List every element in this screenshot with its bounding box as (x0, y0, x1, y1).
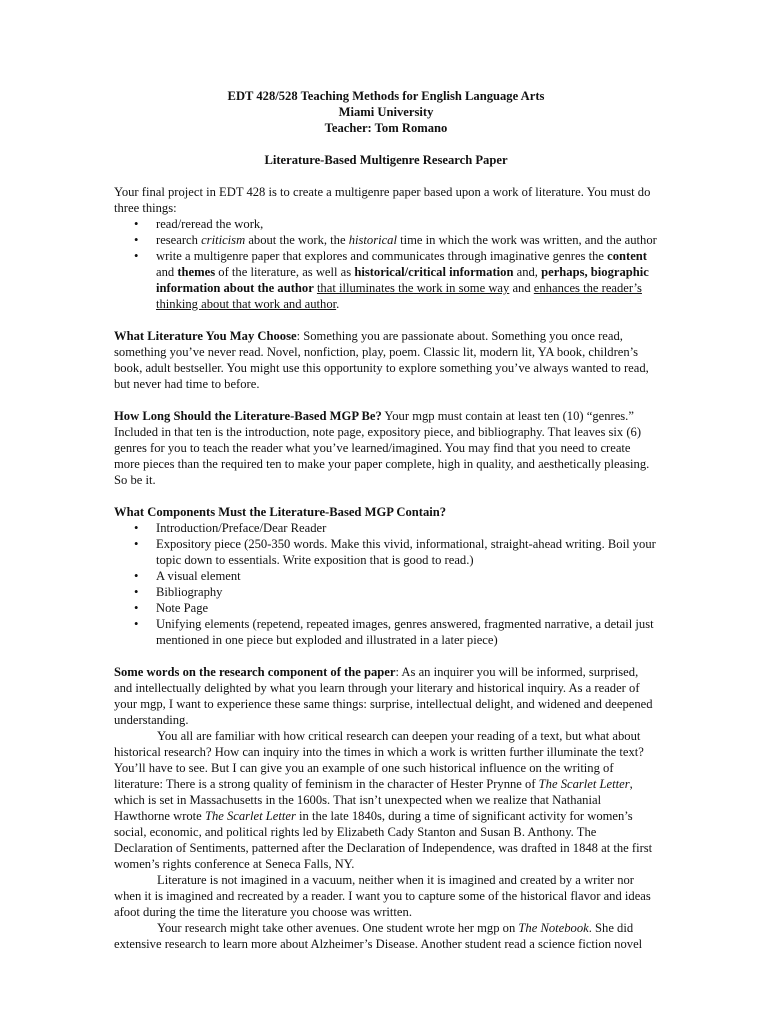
section-heading: Some words on the research component of the paper (114, 665, 396, 679)
document-body (114, 88, 658, 952)
list-item: • Unifying elements (repetend, repeated images, genres answered, fragmented narrative, a detail just mentioned in one piece but exploded and illustrated in a later piece) (114, 616, 658, 648)
list-item: • A visual element (114, 568, 658, 584)
history-paragraph: You all are familiar with how critical research can deepen your reading of a text, but what about historical research? How can inquiry into the times in which a work is written further illuminate the text? You’ll have to see. But I can give you an example of one such historical influence on the writing of literature: There is a strong quality of feminism in the character of Hester Prynne of The Scarlet Letter, which is set in Massachusetts in the 1600s. That isn’t unexpected when we realize that Nathanial Hawthorne wrote The Scarlet Letter in the late 1840s, during a time of significant activity for women’s social, economic, and political rights led by Elizabeth Cady Stanton and Susan B. Anthony. The Declaration of Sentiments, patterned after the Declaration of Independence, was drafted in 1848 at the first women’s rights conference at Seneca Falls, NY. (114, 729, 653, 871)
avenues-paragraph: Your research might take other avenues. One student wrote her mgp on The Notebook. She did extensive research to learn more about Alzheimer’s Disease. Another student read a science fiction novel (114, 921, 643, 951)
length-paragraph: How Long Should the Literature-Based MGP Be? Your mgp must contain at least ten (10) “genres.” Included in that ten is the introduction, note page, expository piece, and bibliography. That leaves six (6) genres for you to teach the reader what you’ve learned/imagined. You may find that you need to create more pieces than the required ten to make your paper complete, high in quality, and aesthetically pleasing. So be it. (114, 409, 650, 487)
vacuum-paragraph: Literature is not imagined in a vacuum, neither when it is imagined and created by a writer nor when it is imagined and recreated by a reader. I want you to capture some of the historical flavor and ideas afoot during the time the literature you choose was written. (114, 873, 651, 919)
teacher-name: Teacher: Tom Romano (324, 121, 448, 135)
list-item: • Bibliography (114, 584, 658, 600)
university-name: Miami University (338, 105, 434, 119)
choose-paragraph: What Literature You May Choose: Something you are passionate about. Something you once read, something you’ve never read. Novel, nonfiction, play, poem. Classic lit, modern lit, YA book, children’s book, adult bestseller. You might use this opportunity to explore something you’ve always wanted to read, but never had time to before. (114, 329, 649, 391)
list-item: • write a multigenre paper that explores and communicates through imaginative genres the content and themes of the literature, as well as historical/critical information and, perhaps, biographic information about the author that illuminates the work in some way and enhances the reader’s thinking about that work and author. (114, 248, 658, 312)
components-list (114, 520, 658, 648)
intro-paragraph: Your final project in EDT 428 is to create a multigenre paper based upon a work of literature. You must do three things: (114, 185, 651, 215)
requirements-list (114, 216, 658, 312)
assignment-title: Literature-Based Multigenre Research Paper (264, 153, 508, 167)
list-item: • read/reread the work, (114, 216, 658, 232)
research-paragraph: Some words on the research component of the paper: As an inquirer you will be informed, surprised, and intellectually delighted by what you learn through your literary and historical inquiry. As a reader of your mgp, I want to experience these same things: surprise, intellectual delight, and widened and deepened understanding. (114, 665, 653, 727)
course-title: EDT 428/528 Teaching Methods for English Language Arts (227, 89, 545, 103)
components-heading: What Components Must the Literature-Based MGP Contain? (114, 505, 447, 519)
list-item: • Expository piece (250-350 words. Make this vivid, informational, straight-ahead writing. Boil your topic down to essentials. Write exposition that is good to read.) (114, 536, 658, 568)
list-item: • research criticism about the work, the historical time in which the work was written, and the author (114, 232, 658, 248)
list-item: • Note Page (114, 600, 658, 616)
list-item: • Introduction/Preface/Dear Reader (114, 520, 658, 536)
section-heading: How Long Should the Literature-Based MGP Be? (114, 409, 382, 423)
section-heading: What Literature You May Choose (114, 329, 297, 343)
